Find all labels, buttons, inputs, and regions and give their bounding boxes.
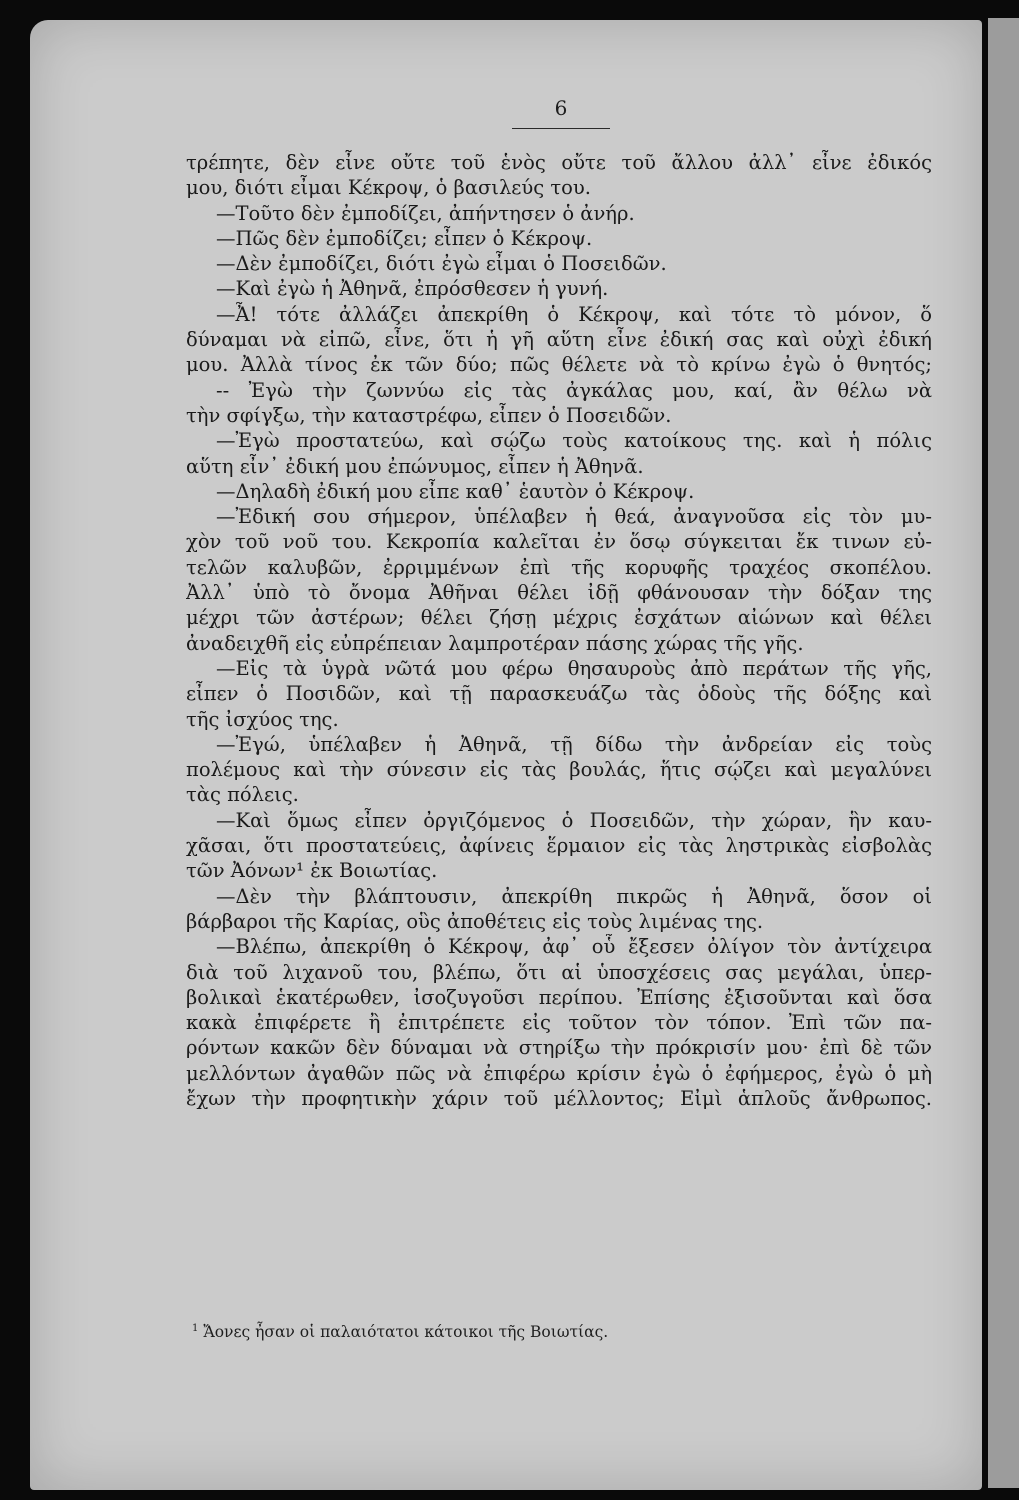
text-line: μέχρι τῶν ἀστέρων; θέλει ζήσῃ μέχρις ἐσχάτων αἰώνων καὶ θέλει xyxy=(186,606,932,630)
text-line: αὕτη εἶν᾽ ἐδική μου ἐπώνυμος, εἶπεν ἡ Ἀθηνᾶ. xyxy=(186,454,644,478)
text-line: —Πῶς δὲν ἐμποδίζει; εἶπεν ὁ Κέκροψ. xyxy=(216,226,593,250)
text-line: ρόντων κακῶν δὲν δύναμαι νὰ στηρίξω τὴν πρόκρισίν μου· ἐπὶ δὲ τῶν xyxy=(186,1036,932,1060)
text-line: χὸν τοῦ νοῦ του. Κεκροπία καλεῖται ἐν ὅσῳ σύγκειται ἔκ τινων εὐ- xyxy=(186,530,932,554)
text-line: τὴν σφίγξω, τὴν καταστρέφω, εἶπεν ὁ Ποσειδῶν. xyxy=(186,403,672,427)
text-line: —Δὲν τὴν βλάπτουσιν, ἀπεκρίθη πικρῶς ἡ Ἀθηνᾶ, ὅσον οἱ xyxy=(216,884,932,908)
text-line: δύναμαι νὰ εἰπῶ, εἶνε, ὅτι ἡ γῆ αὕτη εἶνε ἐδική σας καὶ οὐχὶ ἐδική xyxy=(186,328,932,352)
page-number: 6 xyxy=(554,96,568,120)
footnote-marker: 1 xyxy=(192,1323,199,1334)
footnote-text: Ἄονες ἦσαν οἱ παλαιότατοι κάτοικοι τῆς Βοιωτίας. xyxy=(203,1323,609,1342)
text-line: —Ἐδική σου σήμερον, ὑπέλαβεν ἡ θεά, ἀναγνοῦσα εἰς τὸν μυ- xyxy=(216,505,932,529)
text-line: —Καὶ ὅμως εἶπεν ὀργιζόμενος ὁ Ποσειδῶν, τὴν χώραν, ἣν καυ- xyxy=(216,808,932,832)
text-line: ἀναδειχθῆ εἰς εὐπρέπειαν λαμπροτέραν πάσης χώρας τῆς γῆς. xyxy=(186,631,804,655)
text-line: —Δὲν ἐμποδίζει, διότι ἐγὼ εἶμαι ὁ Ποσειδῶν. xyxy=(216,252,667,276)
text-line: τῶν Ἀόνων¹ ἐκ Βοιωτίας. xyxy=(186,859,438,883)
body-text xyxy=(186,150,932,1111)
text-line: βάρβαροι τῆς Καρίας, οὓς ἀποθέτεις εἰς τοὺς λιμένας της. xyxy=(186,909,764,933)
text-line: —Βλέπω, ἀπεκρίθη ὁ Κέκροψ, ἀφ᾽ οὗ ἔξεσεν ὀλίγον τὸν ἀντίχειρα xyxy=(216,935,932,959)
text-line: κακὰ ἐπιφέρετε ἢ ἐπιτρέπετε εἰς τοῦτον τὸν τόπον. Ἐπὶ τῶν πα- xyxy=(186,1011,932,1035)
text-line: τὰς πόλεις. xyxy=(186,783,299,807)
text-line: τελῶν καλυβῶν, ἐρριμμένων ἐπὶ τῆς κορυφῆς τραχέος σκοπέλου. xyxy=(186,555,932,579)
text-line: εἶπεν ὁ Ποσιδῶν, καὶ τῇ παρασκευάζω τὰς ὁδοὺς τῆς δόξης καὶ xyxy=(186,682,932,706)
text-line: τρέπητε, δὲν εἶνε οὔτε τοῦ ἑνὸς οὔτε τοῦ ἄλλου ἀλλ᾽ εἶνε ἐδικός xyxy=(186,151,932,174)
text-line: ἔχων τὴν προφητικὴν χάριν τοῦ μέλλοντος; Εἰμὶ ἁπλοῦς ἄνθρωπος. xyxy=(186,1086,932,1110)
text-line: —Ἆ! τότε ἀλλάζει ἀπεκρίθη ὁ Κέκροψ, καὶ τότε τὸ μόνον, ὅ xyxy=(216,302,932,326)
adjacent-page-edge xyxy=(988,18,1019,1488)
text-line: χᾶσαι, ὅτι προστατεύεις, ἀφίνεις ἕρμαιον εἰς τὰς ληστρικὰς εἰσβολὰς xyxy=(186,834,932,858)
text-line: —Εἰς τὰ ὑγρὰ νῶτά μου φέρω θησαυροὺς ἀπὸ περάτων τῆς γῆς, xyxy=(216,656,932,680)
text-line: μου, διότι εἶμαι Κέκροψ, ὁ βασιλεύς του. xyxy=(186,176,591,200)
footnote xyxy=(192,1318,892,1343)
text-line: Ἀλλ᾽ ὑπὸ τὸ ὄνομα Ἀθῆναι θέλει ἰδῇ φθάνουσαν τὴν δόξαν της xyxy=(186,581,932,605)
text-line: διὰ τοῦ λιχανοῦ του, βλέπω, ὅτι αἱ ὑποσχέσεις σας μεγάλαι, ὑπερ- xyxy=(186,960,932,984)
text-line: —Καὶ ἐγὼ ἡ Ἀθηνᾶ, ἐπρόσθεσεν ἡ γυνή. xyxy=(216,277,609,301)
text-line: —Δηλαδὴ ἐδική μου εἶπε καθ᾽ ἑαυτὸν ὁ Κέκροψ. xyxy=(216,479,695,503)
text-line: -- Ἐγὼ τὴν ζωννύω εἰς τὰς ἀγκάλας μου, καί, ἂν θέλω νὰ xyxy=(216,378,932,402)
text-line: πολέμους καὶ τὴν σύνεσιν εἰς τὰς βουλάς, ἥτις σῴζει καὶ μεγαλύνει xyxy=(186,758,932,782)
text-line: μελλόντων ἀγαθῶν πῶς νὰ ἐπιφέρω κρίσιν ἐγὼ ὁ ἐφήμερος, ἐγὼ ὁ μὴ xyxy=(186,1061,932,1085)
page-number-rule xyxy=(512,128,610,129)
text-line: —Τοῦτο δὲν ἐμποδίζει, ἀπήντησεν ὁ ἀνήρ. xyxy=(216,201,635,225)
text-line: —Ἐγὼ προστατεύω, καὶ σῴζω τοὺς κατοίκους της. καὶ ἡ πόλις xyxy=(216,429,932,453)
text-line: —Ἐγώ, ὑπέλαβεν ἡ Ἀθηνᾶ, τῇ δίδω τὴν ἀνδρείαν εἰς τοὺς xyxy=(216,732,932,756)
text-line: τῆς ἰσχύος της. xyxy=(186,707,339,731)
text-line: μου. Ἀλλὰ τίνος ἐκ τῶν δύο; πῶς θέλετε νὰ τὸ κρίνω ἐγὼ ὁ θνητός; xyxy=(186,353,932,377)
text-line: βολικαὶ ἑκατέρωθεν, ἰσοζυγοῦσι περίπου. Ἐπίσης ἐξισοῦνται καὶ ὅσα xyxy=(186,985,932,1009)
